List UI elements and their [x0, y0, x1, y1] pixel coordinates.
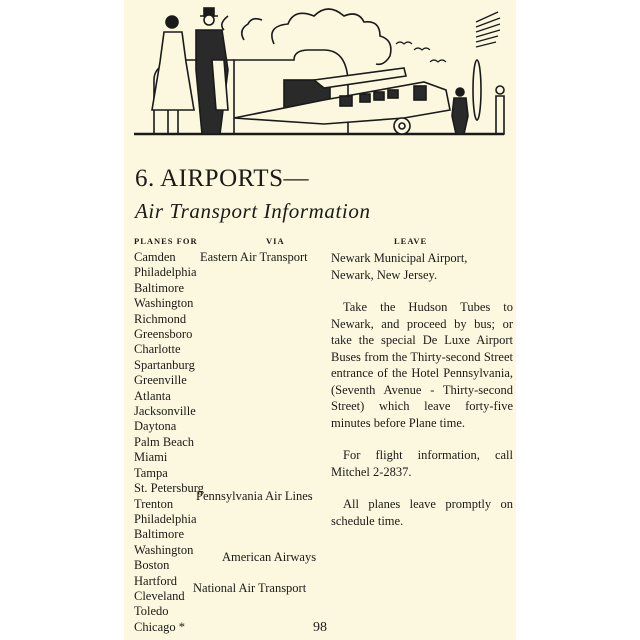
column-header-via: VIA — [266, 236, 285, 246]
cloud-icon — [272, 9, 391, 64]
city: Toledo — [134, 604, 169, 619]
city: Greensboro — [134, 327, 193, 342]
section-subheading: Air Transport Information — [135, 199, 371, 223]
city: Washington — [134, 296, 194, 311]
page-number: 98 — [313, 620, 327, 635]
city: Richmond — [134, 311, 187, 326]
city: Philadelphia — [134, 265, 197, 280]
column-header-planes-for: PLANES FOR — [134, 236, 198, 246]
departure-info — [331, 250, 513, 529]
airline-pennsylvania: Pennsylvania Air Lines — [196, 489, 313, 503]
city: Baltimore — [134, 280, 184, 295]
city: Trenton — [134, 496, 174, 511]
city: Daytona — [134, 419, 177, 434]
city: Atlanta — [134, 388, 171, 403]
destination-city-list — [134, 250, 204, 635]
man-figure-icon — [196, 8, 228, 134]
city: Charlotte — [134, 342, 181, 357]
column-header-leave: LEAVE — [394, 236, 428, 246]
city: Camden — [134, 250, 176, 264]
departure-airport: Newark Municipal Airport, Newark, New Jersey. — [331, 251, 468, 282]
city: St. Petersburg — [134, 481, 204, 496]
city: Washington — [134, 542, 194, 557]
city: Tampa — [134, 465, 168, 480]
airline-national: National Air Transport — [193, 581, 307, 595]
airport-illustration — [124, 0, 516, 140]
chapter-heading: 6. AIRPORTS— — [135, 165, 309, 192]
city: Philadelphia — [134, 511, 197, 526]
city: Boston — [134, 558, 170, 573]
city: Greenville — [134, 373, 187, 388]
city: Chicago * — [134, 619, 186, 634]
airline-eastern: Eastern Air Transport — [200, 250, 308, 264]
mechanic-figure-icon — [452, 86, 504, 134]
woman-figure-icon — [152, 16, 194, 134]
flight-info-paragraph: For flight information, call Mitchel 2-2837. — [331, 448, 513, 479]
city: Baltimore — [134, 527, 184, 542]
city: Palm Beach — [134, 434, 195, 449]
schedule-paragraph: All planes leave promptly on schedule time. — [331, 497, 513, 528]
city: Miami — [134, 450, 168, 465]
city: Cleveland — [134, 588, 185, 603]
city: Spartanburg — [134, 357, 195, 372]
city: Hartford — [134, 573, 178, 588]
directions-paragraph: Take the Hudson Tubes to Newark, and proceed by bus; or take the special De Luxe Airport Buses from the Thirty-second Street entrance of the Hotel Pennsylvania, (Seventh Avenue - Thirty-second Street) which leave forty-five minutes before Plane time. — [331, 300, 513, 430]
city: Jacksonville — [134, 404, 196, 419]
airplane-icon — [234, 60, 481, 134]
airline-american: American Airways — [222, 550, 317, 564]
